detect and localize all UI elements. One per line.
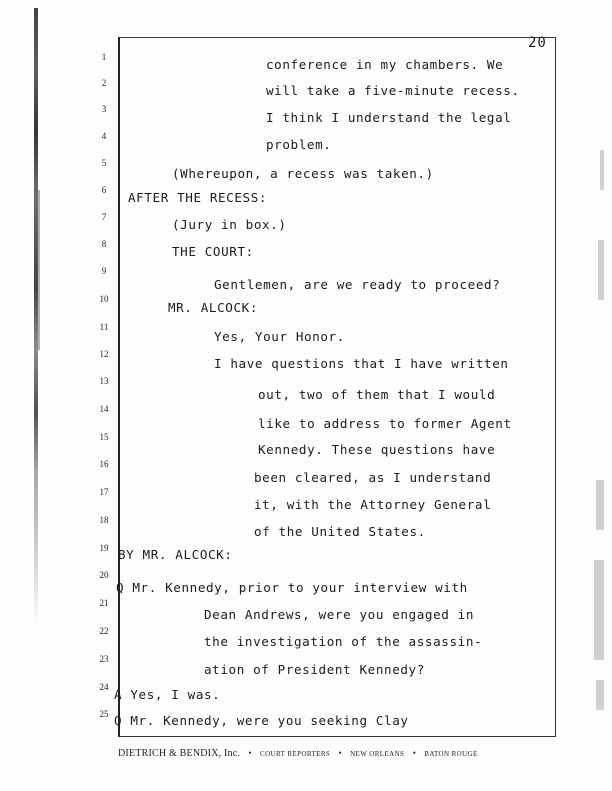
transcript-line: Gentlemen, are we ready to proceed?: [214, 277, 501, 292]
line-number: 15: [99, 432, 109, 442]
line-number: 24: [99, 682, 109, 692]
footer-bullet: •: [338, 748, 342, 758]
line-number: 1: [101, 52, 107, 62]
line-number: 21: [99, 598, 109, 608]
transcript-line: the investigation of the assassin-: [204, 634, 483, 649]
line-number: 11: [99, 322, 109, 332]
line-number: 25: [99, 709, 109, 719]
transcript-line: I think I understand the legal: [266, 110, 512, 125]
page-number: 20: [528, 35, 547, 51]
transcript-line: (Jury in box.): [172, 217, 287, 232]
line-number: 22: [99, 626, 109, 636]
transcript-line: of the United States.: [254, 524, 426, 539]
transcript-line: out, two of them that I would: [258, 387, 496, 402]
transcript-line: problem.: [266, 137, 332, 152]
line-number: 19: [99, 543, 109, 553]
footer-new-orleans: NEW ORLEANS: [350, 750, 405, 758]
transcript-line: been cleared, as I understand: [254, 470, 492, 485]
line-number: 13: [99, 376, 109, 386]
footer-court-reporters: COURT REPORTERS: [260, 750, 331, 758]
footer-firm-name: DIETRICH & BENDIX, Inc.: [118, 748, 241, 759]
transcript-line: Dean Andrews, were you engaged in: [204, 607, 475, 622]
line-number: 6: [101, 185, 107, 195]
scan-speck: [596, 680, 604, 710]
footer-baton-rouge: BATON ROUGE: [424, 750, 478, 758]
line-number: 2: [101, 78, 107, 88]
transcript-line: AFTER THE RECESS:: [128, 190, 268, 205]
footer-bullet: •: [412, 748, 416, 758]
transcript-line: Q Mr. Kennedy, prior to your interview with: [116, 580, 468, 595]
line-number: 12: [99, 349, 109, 359]
line-number: 20: [99, 570, 109, 580]
transcript-line: Q Mr. Kennedy, were you seeking Clay: [114, 713, 409, 728]
line-number: 14: [99, 404, 109, 414]
transcript-line: (Whereupon, a recess was taken.): [172, 166, 434, 181]
line-number: 8: [101, 239, 107, 249]
transcript-line: ation of President Kennedy?: [204, 662, 425, 677]
page-footer: [118, 748, 556, 759]
transcript-line: A Yes, I was.: [114, 687, 221, 702]
footer-bullet: •: [248, 748, 252, 758]
line-number: 3: [101, 104, 107, 114]
transcript-line: it, with the Attorney General: [254, 497, 492, 512]
scan-speck: [596, 480, 604, 530]
transcript-line: Kennedy. These questions have: [258, 442, 496, 457]
transcript-line: I have questions that I have written: [214, 356, 509, 371]
line-number: 16: [99, 459, 109, 469]
transcript-line: conference in my chambers. We: [266, 57, 504, 72]
line-number: 7: [101, 212, 107, 222]
transcript-line: THE COURT:: [172, 244, 254, 259]
line-number: 9: [101, 266, 107, 276]
line-number: 17: [99, 487, 109, 497]
line-number: 23: [99, 654, 109, 664]
line-number: 4: [101, 131, 107, 141]
line-number: 5: [101, 158, 107, 168]
scan-speck: [594, 560, 604, 660]
line-number: 10: [99, 294, 109, 304]
line-number: 18: [99, 515, 109, 525]
scan-edge-artifact: [38, 190, 40, 350]
scan-speck: [600, 150, 604, 190]
transcript-line: Yes, Your Honor.: [214, 329, 345, 344]
scan-speck: [598, 240, 604, 300]
transcript-line: will take a five-minute recess.: [266, 83, 520, 98]
transcript-line: like to address to former Agent: [258, 416, 512, 431]
transcript-line: MR. ALCOCK:: [168, 300, 259, 315]
transcript-line: BY MR. ALCOCK:: [118, 547, 233, 562]
